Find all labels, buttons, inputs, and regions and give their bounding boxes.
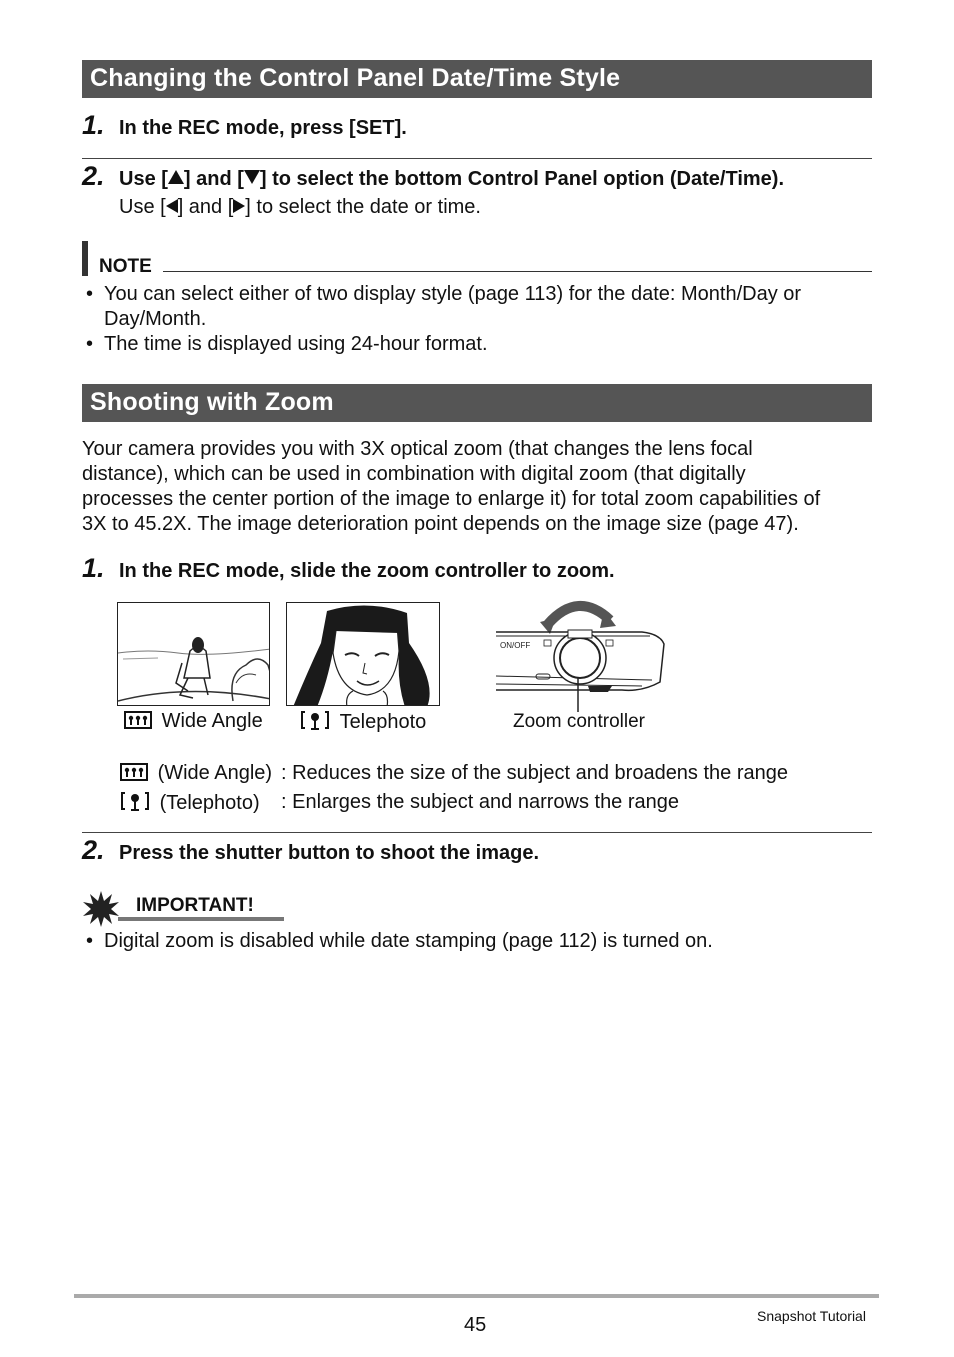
step-text: Press the shutter button to shoot the image.	[119, 842, 540, 864]
up-arrow-icon	[168, 170, 184, 184]
burst-warning-icon	[82, 890, 120, 928]
telephoto-caption: Telephoto	[300, 709, 426, 738]
step-text: Use [ ] and [ ] to select the bottom Control Panel option (Date/Time).	[119, 168, 784, 190]
note-bar-icon	[82, 241, 88, 276]
section-header-shooting-with-zoom	[82, 384, 872, 422]
important-label: IMPORTANT!	[136, 895, 254, 916]
definition-telephoto	[120, 790, 260, 819]
section-title: Shooting with Zoom	[90, 388, 334, 416]
definition-wide-angle	[120, 761, 272, 789]
wide-angle-icon	[124, 710, 152, 737]
step-number: 2.	[82, 835, 105, 865]
zoom-controller-caption: Zoom controller	[513, 711, 645, 732]
section-header-date-time-style	[82, 60, 872, 98]
note-bullet: You can select either of two display style (page 113) for the date: Month/Day or	[104, 283, 802, 305]
telephoto-icon	[300, 709, 330, 738]
step-number: 1.	[82, 110, 105, 140]
camera-onoff-label: ON/OFF	[500, 641, 531, 650]
definition-term: (Wide Angle)	[157, 762, 273, 784]
intro-line: Your camera provides you with 3X optical zoom (that changes the lens focal	[82, 438, 753, 460]
note-bullet: The time is displayed using 24-hour format.	[104, 333, 488, 355]
intro-line: 3X to 45.2X. The image deterioration point depends on the image size (page 47).	[82, 513, 799, 535]
definition-term: (Telephoto)	[159, 792, 260, 814]
down-arrow-icon	[244, 170, 260, 184]
note-rule	[163, 271, 872, 272]
telephoto-icon	[120, 790, 150, 819]
step-number: 2.	[82, 161, 105, 191]
intro-line: processes the center portion of the image to enlarge it) for total zoom capabilities of	[82, 488, 821, 510]
note-label: NOTE	[99, 256, 152, 277]
footer-rule	[74, 1294, 879, 1298]
telephoto-illustration	[286, 602, 440, 706]
step-text: In the REC mode, slide the zoom controller to zoom.	[119, 560, 615, 582]
important-bullet: Digital zoom is disabled while date stamping (page 112) is turned on.	[104, 930, 713, 952]
bullet-marker: •	[86, 930, 94, 952]
divider	[82, 832, 872, 833]
intro-line: distance), which can be used in combination with digital zoom (that digitally	[82, 463, 746, 485]
camera-zoom-controller-illustration	[492, 596, 672, 712]
divider	[82, 158, 872, 159]
left-arrow-icon	[166, 199, 178, 213]
wide-angle-caption: Wide Angle	[124, 709, 263, 737]
step-text: In the REC mode, press [SET].	[119, 117, 407, 139]
important-underline	[118, 917, 284, 921]
wide-angle-icon	[120, 762, 148, 789]
page-number: 45	[464, 1314, 487, 1336]
bullet-marker: •	[86, 283, 94, 305]
footer-section-name: Snapshot Tutorial	[757, 1308, 866, 1324]
bullet-marker: •	[86, 333, 94, 355]
definition-desc: : Reduces the size of the subject and broadens the range	[281, 762, 789, 784]
definition-desc: : Enlarges the subject and narrows the range	[281, 791, 680, 813]
wide-angle-illustration	[117, 602, 270, 706]
note-bullet-cont: Day/Month.	[104, 308, 207, 330]
step-subtext: Use [ ] and [ ] to select the date or time.	[119, 196, 481, 218]
right-arrow-icon	[233, 199, 245, 213]
section-title: Changing the Control Panel Date/Time Style	[90, 64, 621, 92]
step-number: 1.	[82, 553, 105, 583]
